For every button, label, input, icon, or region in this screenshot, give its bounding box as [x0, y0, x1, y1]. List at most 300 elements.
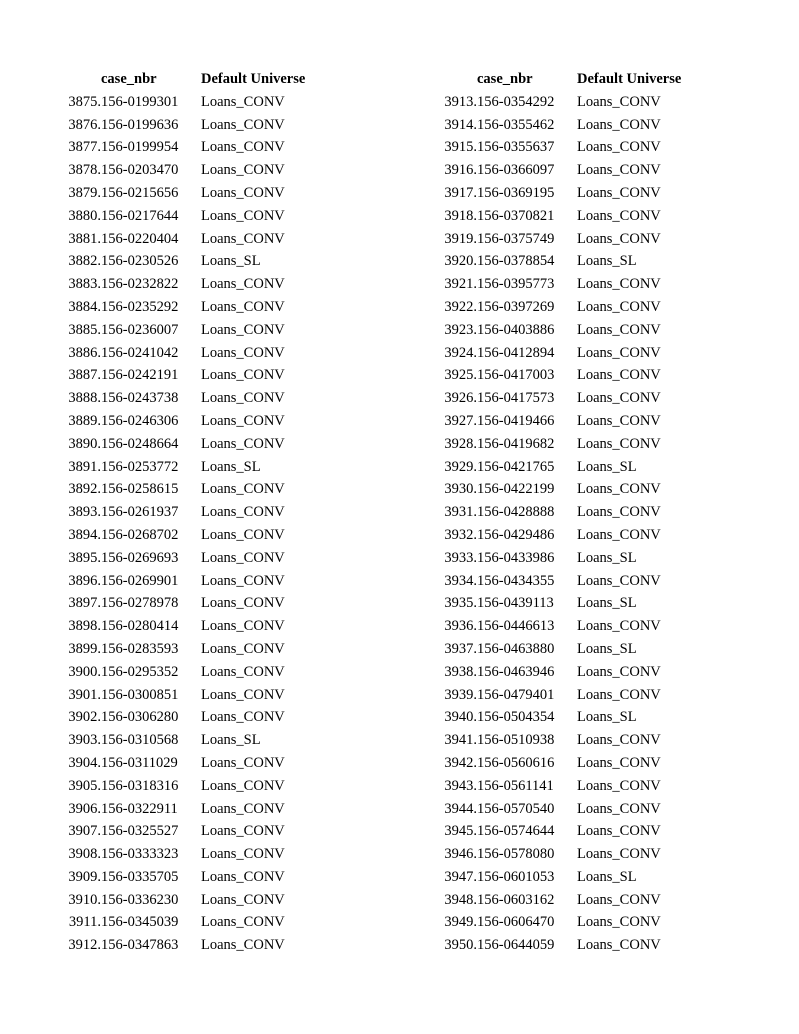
universe-cell: Loans_CONV — [577, 184, 661, 201]
table-row — [57, 866, 351, 889]
table-row — [57, 478, 351, 501]
row-number: 3897. — [68, 595, 101, 612]
row-number: 3893. — [68, 504, 101, 521]
row-number: 3921. — [444, 276, 477, 293]
table-row — [57, 182, 351, 205]
universe-cell: Loans_CONV — [201, 709, 285, 726]
row-number: 3877. — [68, 139, 101, 156]
case-nbr-cell: 156-0220404 — [101, 230, 179, 247]
universe-cell: Loans_CONV — [201, 93, 285, 110]
universe-cell: Loans_CONV — [577, 618, 661, 635]
table-row — [57, 684, 351, 707]
universe-cell: Loans_CONV — [577, 93, 661, 110]
universe-cell: Loans_CONV — [577, 230, 661, 247]
table-row — [433, 843, 727, 866]
row-number: 3900. — [68, 663, 101, 680]
case-nbr-cell: 156-0199301 — [101, 93, 179, 110]
table-row — [433, 91, 727, 114]
universe-cell: Loans_SL — [577, 640, 637, 657]
case-nbr-cell: 156-0428888 — [477, 504, 555, 521]
table-row — [433, 775, 727, 798]
universe-cell: Loans_CONV — [577, 139, 661, 156]
case-nbr-cell: 156-0419682 — [477, 435, 555, 452]
table-row — [57, 706, 351, 729]
case-nbr-cell: 156-0333323 — [101, 846, 179, 863]
case-nbr-cell: 156-0561141 — [477, 777, 554, 794]
case-nbr-cell: 156-0243738 — [101, 390, 179, 407]
row-number: 3912. — [68, 937, 101, 954]
table-row — [57, 319, 351, 342]
row-number: 3922. — [444, 298, 477, 315]
case-nbr-cell: 156-0268702 — [101, 526, 179, 543]
case-nbr-cell: 156-0318316 — [101, 777, 179, 794]
case-nbr-cell: 156-0606470 — [477, 914, 555, 931]
row-number: 3898. — [68, 618, 101, 635]
universe-cell: Loans_CONV — [577, 800, 661, 817]
universe-cell: Loans_CONV — [201, 412, 285, 429]
row-number: 3882. — [68, 253, 101, 270]
universe-cell: Loans_CONV — [577, 732, 661, 749]
case-nbr-cell: 156-0378854 — [477, 253, 555, 270]
table-row — [57, 501, 351, 524]
universe-cell: Loans_CONV — [577, 914, 661, 931]
right-table-header — [433, 68, 727, 91]
case-nbr-cell: 156-0335705 — [101, 868, 179, 885]
universe-cell: Loans_CONV — [201, 595, 285, 612]
case-nbr-cell: 156-0217644 — [101, 207, 179, 224]
row-number: 3919. — [444, 230, 477, 247]
row-number: 3890. — [68, 435, 101, 452]
row-number: 3881. — [68, 230, 101, 247]
case-nbr-cell: 156-0241042 — [101, 344, 179, 361]
case-nbr-cell: 156-0230526 — [101, 253, 179, 270]
universe-cell: Loans_SL — [201, 253, 261, 270]
row-number: 3927. — [444, 412, 477, 429]
row-number: 3950. — [444, 937, 477, 954]
case-nbr-cell: 156-0310568 — [101, 732, 179, 749]
table-row — [57, 615, 351, 638]
row-number: 3930. — [444, 481, 477, 498]
table-row — [433, 934, 727, 957]
universe-cell: Loans_CONV — [201, 777, 285, 794]
table-row — [57, 296, 351, 319]
table-row — [433, 798, 727, 821]
row-number: 3878. — [68, 162, 101, 179]
row-number: 3946. — [444, 846, 477, 863]
table-row — [433, 342, 727, 365]
row-number: 3886. — [68, 344, 101, 361]
row-number: 3940. — [444, 709, 477, 726]
case-nbr-cell: 156-0322911 — [101, 800, 178, 817]
case-nbr-header: case_nbr — [477, 71, 533, 87]
row-number: 3916. — [444, 162, 477, 179]
universe-cell: Loans_CONV — [577, 162, 661, 179]
row-number: 3903. — [68, 732, 101, 749]
case-nbr-cell: 156-0199954 — [101, 139, 179, 156]
row-number: 3895. — [68, 549, 101, 566]
universe-cell: Loans_SL — [577, 549, 637, 566]
universe-cell: Loans_CONV — [201, 663, 285, 680]
universe-cell: Loans_CONV — [201, 868, 285, 885]
row-number: 3889. — [68, 412, 101, 429]
table-row — [57, 752, 351, 775]
table-row — [433, 228, 727, 251]
universe-cell: Loans_SL — [577, 595, 637, 612]
table-row — [57, 342, 351, 365]
table-row — [433, 159, 727, 182]
row-number: 3904. — [68, 754, 101, 771]
table-row — [57, 889, 351, 912]
table-row — [433, 410, 727, 433]
row-number: 3920. — [444, 253, 477, 270]
universe-cell: Loans_CONV — [577, 754, 661, 771]
universe-cell: Loans_CONV — [201, 298, 285, 315]
row-number: 3934. — [444, 572, 477, 589]
case-nbr-cell: 156-0232822 — [101, 276, 179, 293]
table-row — [433, 638, 727, 661]
case-nbr-cell: 156-0354292 — [477, 93, 555, 110]
universe-cell: Loans_CONV — [201, 344, 285, 361]
row-number: 3935. — [444, 595, 477, 612]
case-nbr-cell: 156-0215656 — [101, 184, 179, 201]
universe-cell: Loans_SL — [577, 253, 637, 270]
row-number: 3929. — [444, 458, 477, 475]
universe-cell: Loans_SL — [577, 709, 637, 726]
table-row — [57, 934, 351, 957]
case-nbr-cell: 156-0269901 — [101, 572, 179, 589]
universe-cell: Loans_SL — [577, 868, 637, 885]
row-number: 3883. — [68, 276, 101, 293]
universe-cell: Loans_CONV — [201, 572, 285, 589]
row-number: 3944. — [444, 800, 477, 817]
table-row — [433, 752, 727, 775]
case-nbr-cell: 156-0601053 — [477, 868, 555, 885]
table-row — [433, 296, 727, 319]
table-row — [433, 364, 727, 387]
universe-cell: Loans_CONV — [201, 823, 285, 840]
table-row — [433, 273, 727, 296]
table-row — [57, 250, 351, 273]
case-nbr-cell: 156-0369195 — [477, 184, 555, 201]
case-nbr-cell: 156-0504354 — [477, 709, 555, 726]
case-nbr-cell: 156-0422199 — [477, 481, 555, 498]
universe-cell: Loans_CONV — [201, 549, 285, 566]
universe-cell: Loans_CONV — [201, 754, 285, 771]
row-number: 3932. — [444, 526, 477, 543]
case-nbr-cell: 156-0355637 — [477, 139, 555, 156]
table-row — [57, 364, 351, 387]
case-nbr-cell: 156-0560616 — [477, 754, 555, 771]
table-row — [433, 114, 727, 137]
case-nbr-cell: 156-0479401 — [477, 686, 555, 703]
default-universe-header: Default Universe — [577, 71, 682, 87]
universe-cell: Loans_CONV — [577, 390, 661, 407]
case-nbr-cell: 156-0242191 — [101, 367, 179, 384]
row-number: 3901. — [68, 686, 101, 703]
case-nbr-cell: 156-0258615 — [101, 481, 179, 498]
row-number: 3892. — [68, 481, 101, 498]
case-nbr-cell: 156-0345039 — [101, 914, 179, 931]
case-nbr-cell: 156-0433986 — [477, 549, 555, 566]
case-nbr-cell: 156-0417573 — [477, 390, 555, 407]
table-row — [433, 592, 727, 615]
table-row — [433, 820, 727, 843]
row-number: 3915. — [444, 139, 477, 156]
table-row — [433, 615, 727, 638]
row-number: 3906. — [68, 800, 101, 817]
universe-cell: Loans_CONV — [577, 777, 661, 794]
case-nbr-cell: 156-0203470 — [101, 162, 179, 179]
row-number: 3884. — [68, 298, 101, 315]
row-number: 3928. — [444, 435, 477, 452]
table-row — [433, 911, 727, 934]
universe-cell: Loans_CONV — [577, 412, 661, 429]
row-number: 3941. — [444, 732, 477, 749]
table-row — [57, 524, 351, 547]
case-nbr-cell: 156-0236007 — [101, 321, 179, 338]
case-nbr-cell: 156-0403886 — [477, 321, 555, 338]
case-nbr-cell: 156-0325527 — [101, 823, 179, 840]
universe-cell: Loans_CONV — [201, 139, 285, 156]
table-row — [433, 706, 727, 729]
case-nbr-cell: 156-0347863 — [101, 937, 179, 954]
table-row — [57, 205, 351, 228]
row-number: 3924. — [444, 344, 477, 361]
table-row — [57, 820, 351, 843]
case-nbr-cell: 156-0355462 — [477, 116, 555, 133]
row-number: 3945. — [444, 823, 477, 840]
table-row — [57, 136, 351, 159]
row-number-header — [433, 68, 477, 91]
universe-cell: Loans_CONV — [577, 321, 661, 338]
case-nbr-cell: 156-0278978 — [101, 595, 179, 612]
universe-cell: Loans_CONV — [201, 504, 285, 521]
table-row — [433, 866, 727, 889]
row-number: 3933. — [444, 549, 477, 566]
row-number: 3902. — [68, 709, 101, 726]
table-row — [57, 661, 351, 684]
universe-cell: Loans_CONV — [201, 116, 285, 133]
universe-cell: Loans_CONV — [201, 230, 285, 247]
row-number: 3908. — [68, 846, 101, 863]
row-number: 3937. — [444, 640, 477, 657]
row-number: 3938. — [444, 663, 477, 680]
table-row — [433, 182, 727, 205]
row-number: 3948. — [444, 891, 477, 908]
case-nbr-cell: 156-0261937 — [101, 504, 179, 521]
case-nbr-cell: 156-0199636 — [101, 116, 179, 133]
table-row — [57, 228, 351, 251]
table-row — [433, 889, 727, 912]
left-table — [57, 68, 351, 957]
table-row — [433, 205, 727, 228]
case-nbr-cell: 156-0306280 — [101, 709, 179, 726]
universe-cell: Loans_CONV — [577, 504, 661, 521]
case-nbr-cell: 156-0510938 — [477, 732, 555, 749]
case-nbr-cell: 156-0283593 — [101, 640, 179, 657]
universe-cell: Loans_CONV — [201, 481, 285, 498]
universe-cell: Loans_CONV — [577, 276, 661, 293]
universe-cell: Loans_CONV — [201, 914, 285, 931]
case-nbr-cell: 156-0421765 — [477, 458, 555, 475]
table-row — [57, 456, 351, 479]
case-nbr-cell: 156-0419466 — [477, 412, 555, 429]
universe-cell: Loans_CONV — [577, 116, 661, 133]
universe-cell: Loans_SL — [577, 458, 637, 475]
case-nbr-cell: 156-0463880 — [477, 640, 555, 657]
row-number: 3926. — [444, 390, 477, 407]
universe-cell: Loans_CONV — [577, 823, 661, 840]
universe-cell: Loans_CONV — [577, 846, 661, 863]
universe-cell: Loans_CONV — [577, 344, 661, 361]
row-number: 3942. — [444, 754, 477, 771]
table-row — [433, 319, 727, 342]
row-number: 3911. — [68, 914, 101, 931]
row-number: 3876. — [68, 116, 101, 133]
universe-cell: Loans_CONV — [577, 937, 661, 954]
universe-cell: Loans_CONV — [201, 390, 285, 407]
table-row — [57, 547, 351, 570]
row-number: 3885. — [68, 321, 101, 338]
universe-cell: Loans_CONV — [577, 572, 661, 589]
row-number: 3909. — [68, 868, 101, 885]
table-row — [433, 570, 727, 593]
table-row — [433, 456, 727, 479]
case-nbr-cell: 156-0235292 — [101, 298, 179, 315]
case-nbr-cell: 156-0412894 — [477, 344, 555, 361]
row-number: 3947. — [444, 868, 477, 885]
universe-cell: Loans_CONV — [577, 686, 661, 703]
universe-cell: Loans_CONV — [201, 618, 285, 635]
case-nbr-cell: 156-0644059 — [477, 937, 555, 954]
universe-cell: Loans_CONV — [201, 640, 285, 657]
case-nbr-cell: 156-0434355 — [477, 572, 555, 589]
table-row — [433, 501, 727, 524]
universe-cell: Loans_CONV — [577, 526, 661, 543]
case-nbr-cell: 156-0269693 — [101, 549, 179, 566]
case-nbr-cell: 156-0253772 — [101, 458, 179, 475]
case-nbr-cell: 156-0417003 — [477, 367, 555, 384]
table-row — [57, 410, 351, 433]
table-row — [433, 478, 727, 501]
case-nbr-cell: 156-0375749 — [477, 230, 555, 247]
table-row — [57, 159, 351, 182]
universe-cell: Loans_CONV — [201, 800, 285, 817]
universe-cell: Loans_CONV — [577, 891, 661, 908]
table-row — [57, 592, 351, 615]
table-row — [57, 433, 351, 456]
universe-cell: Loans_CONV — [201, 184, 285, 201]
row-number: 3914. — [444, 116, 477, 133]
universe-cell: Loans_CONV — [201, 207, 285, 224]
universe-cell: Loans_CONV — [577, 367, 661, 384]
case-nbr-header: case_nbr — [101, 71, 157, 87]
row-number: 3887. — [68, 367, 101, 384]
case-nbr-cell: 156-0280414 — [101, 618, 179, 635]
universe-cell: Loans_CONV — [201, 891, 285, 908]
case-nbr-cell: 156-0300851 — [101, 686, 179, 703]
row-number: 3943. — [444, 777, 477, 794]
row-number: 3910. — [68, 891, 101, 908]
case-nbr-cell: 156-0574644 — [477, 823, 555, 840]
case-nbr-cell: 156-0336230 — [101, 891, 179, 908]
case-nbr-cell: 156-0463946 — [477, 663, 555, 680]
universe-cell: Loans_CONV — [577, 481, 661, 498]
row-number: 3894. — [68, 526, 101, 543]
universe-cell: Loans_CONV — [201, 367, 285, 384]
table-row — [57, 114, 351, 137]
table-row — [57, 387, 351, 410]
left-table-body — [57, 91, 351, 957]
universe-cell: Loans_SL — [201, 732, 261, 749]
row-number: 3939. — [444, 686, 477, 703]
universe-cell: Loans_CONV — [201, 937, 285, 954]
row-number: 3875. — [68, 93, 101, 110]
left-table-header — [57, 68, 351, 91]
row-number: 3913. — [444, 93, 477, 110]
row-number: 3907. — [68, 823, 101, 840]
table-row — [433, 136, 727, 159]
case-nbr-cell: 156-0295352 — [101, 663, 179, 680]
case-nbr-cell: 156-0248664 — [101, 435, 179, 452]
row-number: 3880. — [68, 207, 101, 224]
case-nbr-cell: 156-0570540 — [477, 800, 555, 817]
row-number: 3899. — [68, 640, 101, 657]
row-number: 3931. — [444, 504, 477, 521]
row-number-header — [57, 68, 101, 91]
row-number: 3896. — [68, 572, 101, 589]
right-table-body — [433, 91, 727, 957]
table-row — [433, 433, 727, 456]
case-nbr-cell: 156-0439113 — [477, 595, 554, 612]
case-nbr-cell: 156-0578080 — [477, 846, 555, 863]
row-number: 3888. — [68, 390, 101, 407]
table-row — [57, 798, 351, 821]
row-number: 3936. — [444, 618, 477, 635]
table-row — [57, 775, 351, 798]
universe-cell: Loans_CONV — [577, 298, 661, 315]
default-universe-header: Default Universe — [201, 71, 306, 87]
universe-cell: Loans_CONV — [577, 663, 661, 680]
right-table — [433, 68, 727, 957]
row-number: 3925. — [444, 367, 477, 384]
case-nbr-cell: 156-0366097 — [477, 162, 555, 179]
table-row — [57, 91, 351, 114]
universe-cell: Loans_CONV — [201, 846, 285, 863]
row-number: 3905. — [68, 777, 101, 794]
case-nbr-cell: 156-0397269 — [477, 298, 555, 315]
universe-cell: Loans_CONV — [577, 435, 661, 452]
table-row — [57, 638, 351, 661]
row-number: 3923. — [444, 321, 477, 338]
universe-cell: Loans_CONV — [201, 435, 285, 452]
table-row — [57, 273, 351, 296]
table-row — [57, 911, 351, 934]
table-row — [433, 524, 727, 547]
table-row — [57, 843, 351, 866]
table-row — [433, 387, 727, 410]
universe-cell: Loans_CONV — [201, 526, 285, 543]
case-nbr-cell: 156-0603162 — [477, 891, 555, 908]
table-row — [433, 250, 727, 273]
row-number: 3891. — [68, 458, 101, 475]
universe-cell: Loans_CONV — [201, 321, 285, 338]
case-nbr-cell: 156-0246306 — [101, 412, 179, 429]
case-nbr-cell: 156-0446613 — [477, 618, 555, 635]
universe-cell: Loans_CONV — [201, 276, 285, 293]
row-number: 3918. — [444, 207, 477, 224]
case-nbr-cell: 156-0395773 — [477, 276, 555, 293]
